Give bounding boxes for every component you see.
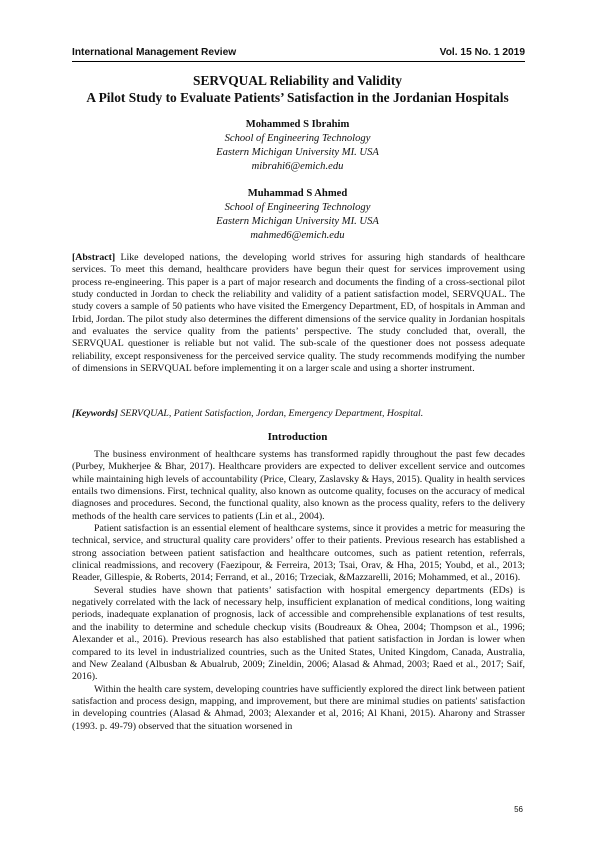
section-heading-introduction: Introduction (267, 431, 328, 443)
introduction-body (72, 449, 525, 733)
keywords-text: SERVQUAL, Patient Satisfaction, Jordan, Emergency Department, Hospital. (117, 408, 424, 419)
page-number: 56 (514, 805, 523, 814)
paragraph: Several studies have shown that patients’ satisfaction with hospital emergency departments (EDs) is negatively correlated with the lack of necessary help, insufficient explanation of medical conditions, long waiting periods, inadequate explanation of prognosis, lack of accessible and comprehensible explanations of test results, and the inability to determine and schedule checkup visits (Boudreaux & Ohea, 2004; Thompson et al., 1996; Alexander et al., 2016). Previous research has also established that patient satisfaction in Jordan is lower when compared to its level in industrialized countries, such as the United States, United Kingdom, Canada, Australia, and New Zealand (Albusban & Abualrub, 2009; Zineldin, 2006; Alasad & Ahmad, 2003; Raed et al., 2017; Saif, 2016). (72, 584, 525, 683)
abstract-text: Like developed nations, the developing world strives for assuring high standards of healthcare services. To meet this demand, healthcare providers have begun their quest for services improvement using process re-engineering. This paper is a part of major research and documents the finding of a cross-sectional pilot study conducted in Jordan to check the reliability and validity of a patient satisfaction model, SERVQUAL. The study covers a sample of 50 patients who have visited the Emergency Department, ED, of hospitals in Amman and Irbid, Jordan. The pilot study also determines the different dimensions of the service quality in Jordanian hospitals and evaluates the service quality from the patients’ perspective. The study concluded that, overall, the SERVQUAL questioner is reliable but not valid. The sub-scale of the questioner does not possess adequate reliability, except responsiveness for the perceived service quality. The study recommends modifying the number of dimensions in SERVQUAL before implementing it on a larger scale and using a shorter instrument. (72, 252, 525, 375)
author-1-email[interactable]: mibrahi6@emich.edu (251, 161, 344, 172)
keywords-label: [Keywords] (72, 408, 118, 419)
abstract (72, 252, 525, 375)
author-2-email[interactable]: mahmed6@emich.edu (250, 230, 345, 241)
paragraph: Within the health care system, developing countries have sufficiently explored the direct link between patient satisfaction and process design, mapping, and improvement, but there are minimal studies on patients' satisfaction in developing countries (Alasad & Ahmad, 2003; Alexander et al, 2016; Al Khani, 2015). Aharony and Strasser (1993. p. 49-79) observed that the situation worsened in (72, 683, 525, 732)
author-1-school: School of Engineering Technology (224, 133, 371, 144)
author-2-name: Muhammad S Ahmed (247, 188, 348, 199)
paragraph: Patient satisfaction is an essential element of healthcare systems, since it provides a metric for measuring the technical, service, and structural quality care providers’ offer to their patients. Previous research has established a strong association between patient satisfaction and healthcare outcomes, such as patient retention, referrals, clinical readmissions, and recovery (Faezipour, & Ferreira, 2013; Tsai, Orav, & Hha, 2015; Youbd, et al., 2013; Reader, Gillespie, & Roberts, 2014; Ferrand, et al., 2016; Trzeciak, &Mazzarelli, 2016; Mohammed, et al., 2016). (72, 523, 525, 584)
journal-name: International Management Review (72, 47, 237, 58)
keywords (72, 408, 525, 420)
volume-info: Vol. 15 No. 1 2019 (439, 47, 525, 58)
paper-title: SERVQUAL Reliability and Validity (193, 73, 402, 88)
paper-subtitle: A Pilot Study to Evaluate Patients’ Satisfaction in the Jordanian Hospitals (86, 90, 509, 105)
paragraph: The business environment of healthcare systems has transformed rapidly throughout the past few decades (Purbey, Mukherjee & Bhar, 2017). Healthcare providers are expected to deliver excellent service and outcomes while maintaining high levels of accountability (Price, Cleary, Zaslavsky & Hays, 2015). Quality in health services entails two dimensions. First, technical quality, also known as outcome quality, focuses on the accuracy of medical diagnoses and procedures. Second, the functional quality, also known as the process quality, refers to the delivery methods of the health care services to patients (Lin et al., 2004). (72, 449, 525, 522)
author-1-name: Mohammed S Ibrahim (245, 119, 350, 130)
abstract-label: [Abstract] (72, 252, 116, 263)
running-head (72, 47, 525, 62)
author-1-university: Eastern Michigan University MI. USA (216, 147, 379, 158)
author-2-university: Eastern Michigan University MI. USA (216, 216, 379, 227)
author-2-school: School of Engineering Technology (224, 202, 371, 213)
